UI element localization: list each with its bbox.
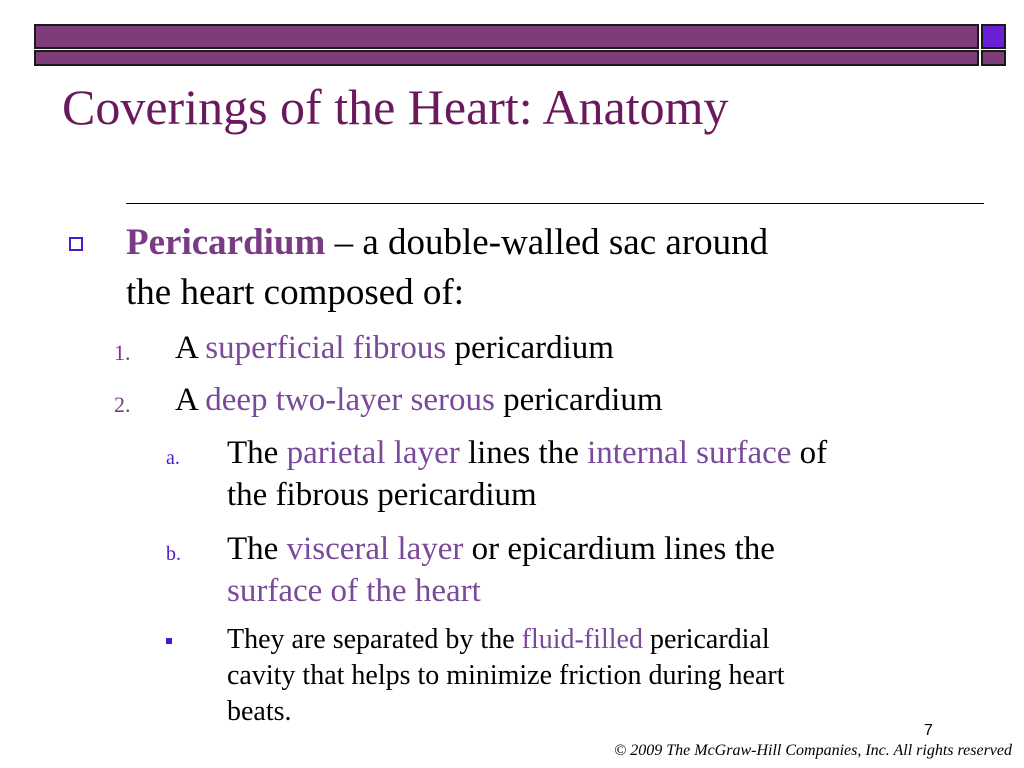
list-item — [175, 328, 614, 368]
bullet-text-line1: – a double-walled sac around — [325, 222, 769, 263]
item-number: 1. — [114, 340, 131, 365]
subitem-highlight-line2: surface of the heart — [227, 573, 481, 609]
note-highlight: fluid-filled — [521, 624, 643, 655]
item-number: 2. — [114, 392, 131, 417]
note-item — [227, 622, 927, 730]
header-accent-square-lower — [981, 50, 1006, 66]
header-bar-lower — [34, 50, 979, 66]
subitem — [227, 528, 987, 612]
bullet-text-line2: the heart composed of: — [126, 272, 465, 313]
header-accent-square — [981, 24, 1006, 49]
subitem-highlight: parietal layer — [286, 435, 460, 471]
note-text: pericardial — [642, 624, 770, 655]
subitem-text: lines the — [459, 435, 588, 471]
page-number: 7 — [924, 722, 933, 739]
item-suffix: pericardium — [494, 382, 663, 418]
note-text-line2: cavity that helps to minimize friction during heart — [227, 660, 785, 691]
term-pericardium: Pericardium — [126, 222, 326, 263]
item-highlight: superficial fibrous — [205, 330, 447, 366]
subitem — [227, 432, 987, 516]
main-bullet — [126, 218, 956, 318]
list-item — [175, 380, 663, 420]
copyright-notice: © 2009 The McGraw-Hill Companies, Inc. All rights reserved — [614, 742, 1012, 759]
item-prefix: A — [175, 330, 206, 366]
header-bar — [34, 24, 979, 49]
item-highlight: deep two-layer serous — [205, 382, 495, 418]
hollow-square-bullet-icon — [69, 237, 83, 251]
note-text-line3: beats. — [227, 696, 292, 727]
note-text: They are separated by the — [227, 624, 522, 655]
slide-title: Coverings of the Heart: Anatomy — [62, 79, 729, 135]
subitem-text: or epicardium lines the — [463, 531, 775, 567]
subitem-text: The — [227, 531, 287, 567]
item-prefix: A — [175, 382, 206, 418]
small-square-bullet-icon — [166, 638, 172, 644]
subitem-text: The — [227, 435, 287, 471]
subitem-text: of — [791, 435, 828, 471]
title-divider — [126, 203, 984, 204]
subitem-letter: b. — [166, 543, 181, 565]
subitem-letter: a. — [166, 447, 180, 469]
subitem-highlight: visceral layer — [286, 531, 464, 567]
subitem-text-line2: the fibrous pericardium — [227, 477, 537, 513]
item-suffix: pericardium — [446, 330, 614, 366]
subitem-highlight: internal surface — [587, 435, 792, 471]
